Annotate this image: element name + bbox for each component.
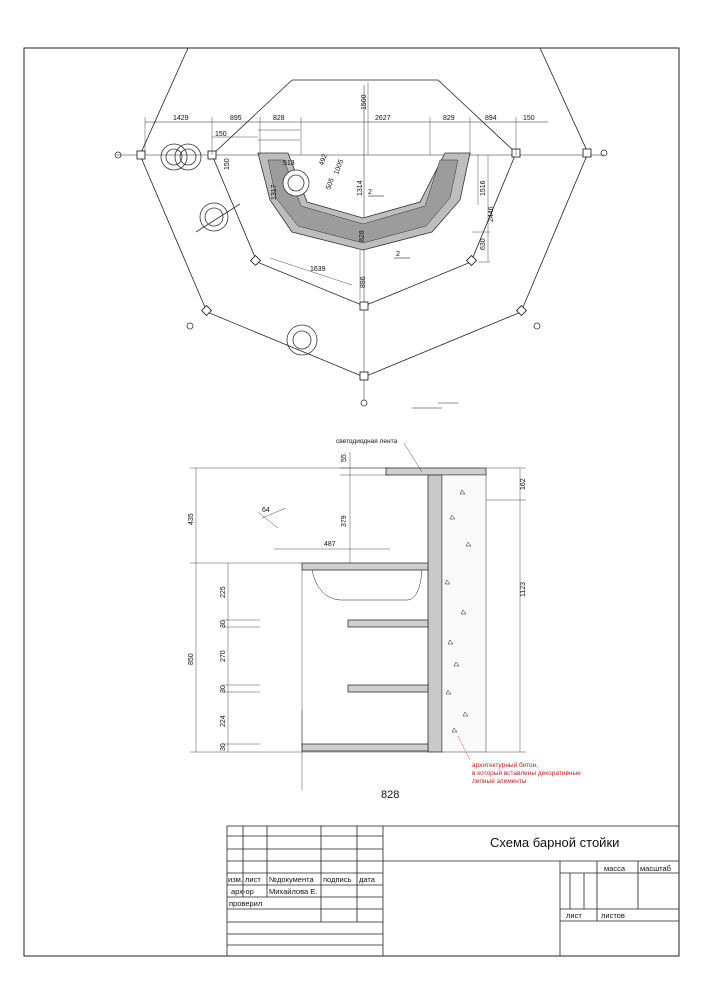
role-checked: проверил (229, 899, 263, 908)
concrete-note-line-1: архитектурный бетон, (472, 762, 538, 769)
dim-30-a: 30 (220, 620, 227, 628)
dim-505: 505 (325, 177, 336, 191)
header-date: дата (359, 875, 375, 884)
dim-1516: 1516 (480, 180, 487, 196)
header-document: №документа (269, 875, 314, 884)
concrete-note-line-2: в который вставлены декоративные (472, 770, 581, 777)
dim-30-c: 30 (220, 743, 227, 751)
sheet-label: лист (566, 911, 582, 920)
dim-828: 828 (273, 115, 285, 122)
dim-30-b: 30 (220, 685, 227, 693)
section-view (190, 443, 526, 790)
header-sheet: лист (245, 875, 261, 884)
dim-1314: 1314 (357, 180, 364, 196)
header-signature: подпись (323, 875, 352, 884)
architect-name: Михайлова Е. (269, 887, 318, 896)
scale-label: масштаб (640, 864, 671, 873)
section-mark-2: 2 (396, 251, 400, 258)
drawing-title: Схема барной стойки (490, 835, 620, 850)
cut-number: 828 (381, 789, 400, 801)
dim-828-center: 828 (359, 230, 366, 242)
dim-150-right: 150 (523, 115, 535, 122)
mass-label: масса (604, 864, 625, 873)
counter-top (386, 468, 486, 475)
dim-379: 379 (341, 515, 348, 527)
dim-1429: 1429 (173, 115, 189, 122)
dim-1123: 1123 (520, 581, 527, 597)
dim-513: 513 (283, 160, 295, 167)
dim-1317: 1317 (271, 184, 278, 200)
led-strip-label: светодиодная лента (336, 438, 398, 445)
dim-630: 630 (480, 238, 487, 250)
concrete-wall (428, 475, 442, 752)
dim-850: 850 (188, 653, 195, 665)
dim-487: 487 (324, 541, 336, 548)
header-change: изм. (228, 875, 243, 884)
sheet-frame (24, 48, 679, 956)
dim-492: 492 (318, 153, 329, 167)
dim-1639: 1639 (310, 266, 326, 273)
concrete-note-line-3: лепные элементы (472, 778, 527, 785)
dim-150-vertical: 150 (224, 158, 231, 170)
sheets-label: листов (601, 911, 625, 920)
dim-225: 225 (220, 586, 227, 598)
dim-224: 224 (220, 715, 227, 727)
dim-435: 435 (188, 513, 195, 525)
role-architect: арх-ор (231, 887, 254, 896)
section-mark-1: 2 (368, 189, 372, 196)
dim-896: 896 (360, 276, 367, 288)
dim-894: 894 (485, 115, 497, 122)
dim-895: 895 (230, 115, 242, 122)
dim-150-left: 150 (215, 131, 227, 138)
title-block-text (228, 835, 671, 920)
dim-2627: 2627 (375, 115, 391, 122)
dim-270: 270 (220, 650, 227, 662)
dim-1005: 1005 (333, 158, 346, 176)
dim-162: 162 (520, 478, 527, 490)
dim-829: 829 (443, 115, 455, 122)
dim-2446: 2446 (488, 206, 495, 222)
dim-64: 64 (262, 507, 270, 514)
sink-circle (283, 170, 309, 196)
dim-55: 55 (341, 454, 348, 462)
dim-1500: 1500 (361, 94, 368, 110)
